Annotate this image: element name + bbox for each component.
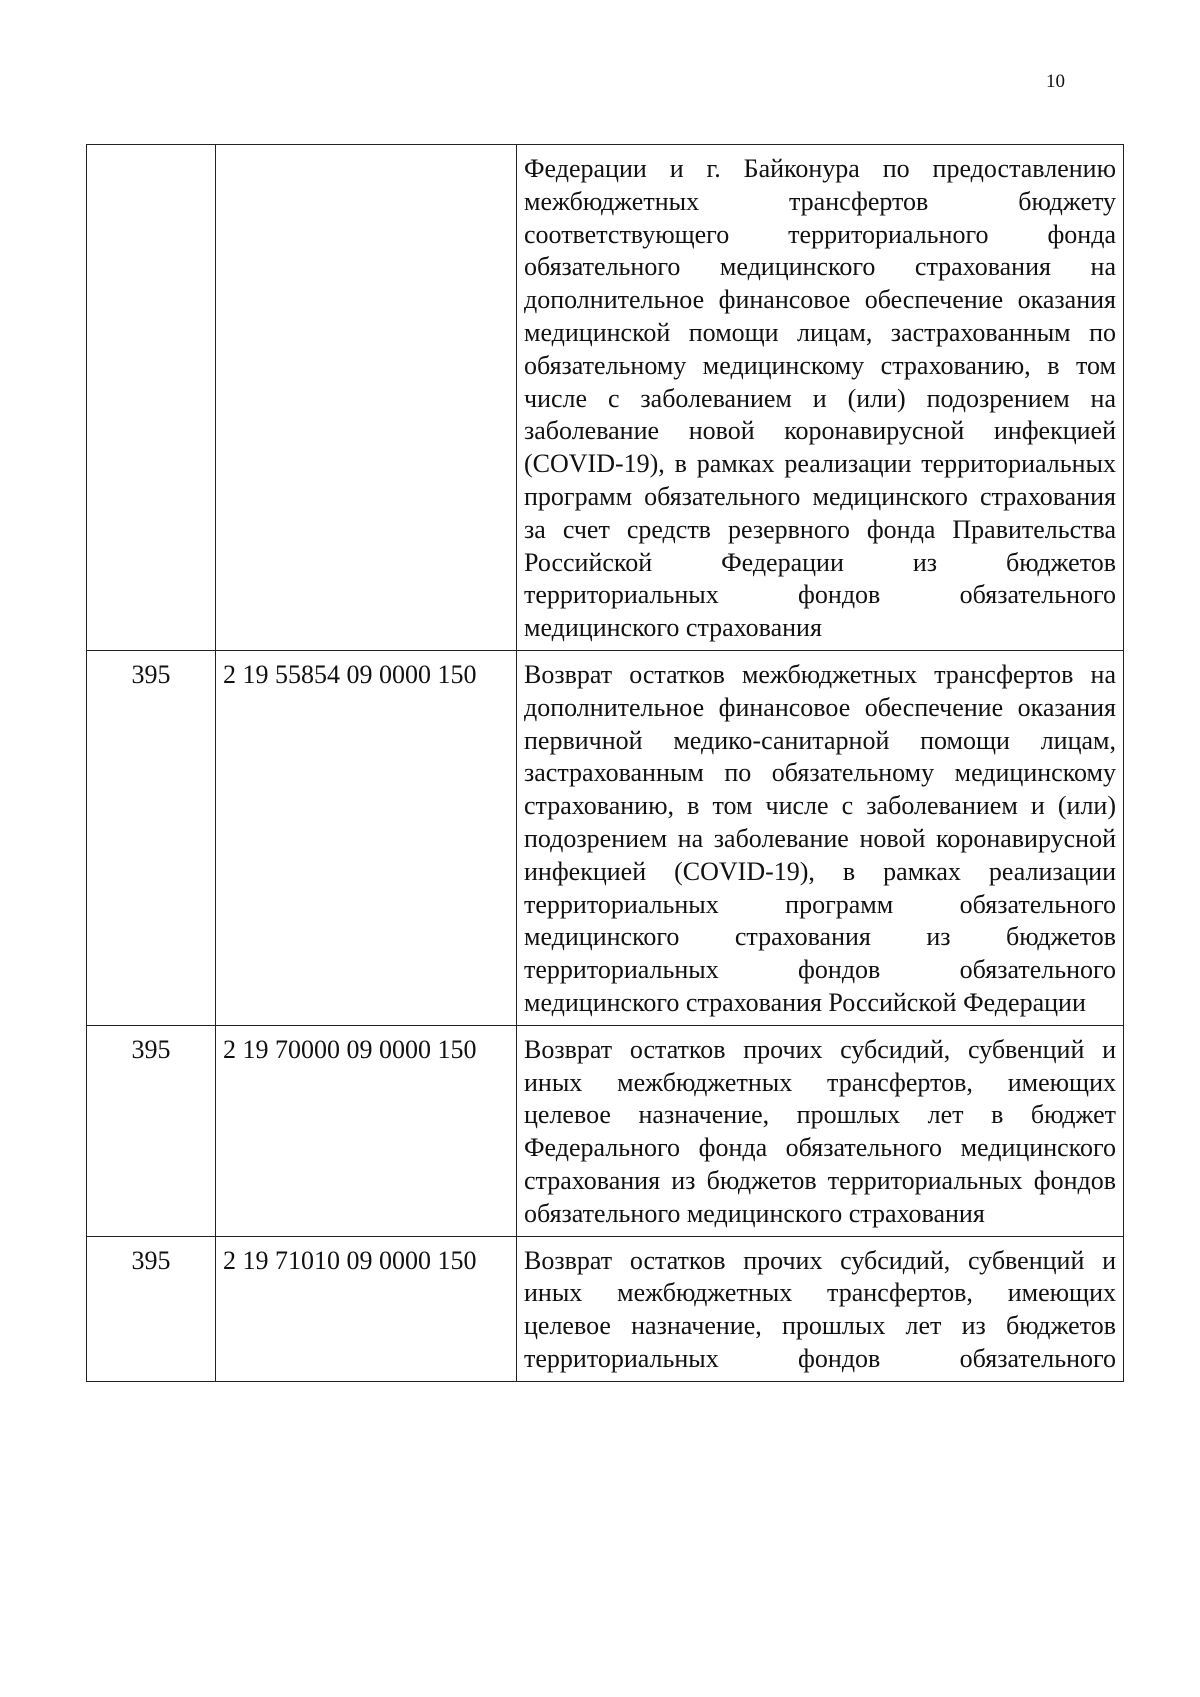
kbk-code-cell xyxy=(216,145,517,651)
description-cell: Возврат остатков прочих субсидий, субвенций и иных межбюджетных трансфертов, имеющих целевое назначение, прошлых лет в бюджет Федерального фонда обязательного медицинского страхования из бюджетов территориальных фондов обязательного медицинского страхования xyxy=(517,1025,1124,1236)
kbk-code-cell: 2 19 70000 09 0000 150 xyxy=(216,1025,517,1236)
table-row xyxy=(87,650,1124,1025)
description-cell: Федерации и г. Байконура по предоставлению межбюджетных трансфертов бюджету соответствующего территориального фонда обязательного медицинского страхования на дополнительное финансовое обеспечение оказания медицинской помощи лицам, застрахованным по обязательному медицинскому страхованию, в том числе с заболеванием и (или) подозрением на заболевание новой коронавирусной инфекцией (COVID-19), в рамках реализации территориальных программ обязательного медицинского страхования за счет средств резервного фонда Правительства Российской Федерации из бюджетов территориальных фондов обязательного медицинского страхования xyxy=(517,145,1124,651)
kbk-code-cell: 2 19 55854 09 0000 150 xyxy=(216,650,517,1025)
description-cell: Возврат остатков прочих субсидий, субвенций и иных межбюджетных трансфертов, имеющих целевое назначение, прошлых лет из бюджетов территориальных фондов обязательного xyxy=(517,1236,1124,1381)
admin-code-cell xyxy=(87,145,216,651)
table-row xyxy=(87,145,1124,651)
admin-code-cell: 395 xyxy=(87,1025,216,1236)
table-row xyxy=(87,1236,1124,1381)
kbk-code-cell: 2 19 71010 09 0000 150 xyxy=(216,1236,517,1381)
budget-codes-table xyxy=(86,144,1124,1382)
admin-code-cell: 395 xyxy=(87,1236,216,1381)
page-number: 10 xyxy=(1046,71,1065,92)
table-row xyxy=(87,1025,1124,1236)
admin-code-cell: 395 xyxy=(87,650,216,1025)
description-cell: Возврат остатков межбюджетных трансфертов на дополнительное финансовое обеспечение оказания первичной медико-санитарной помощи лицам, застрахованным по обязательному медицинскому страхованию, в том числе с заболеванием и (или) подозрением на заболевание новой коронавирусной инфекцией (COVID-19), в рамках реализации территориальных программ обязательного медицинского страхования из бюджетов территориальных фондов обязательного медицинского страхования Российской Федерации xyxy=(517,650,1124,1025)
